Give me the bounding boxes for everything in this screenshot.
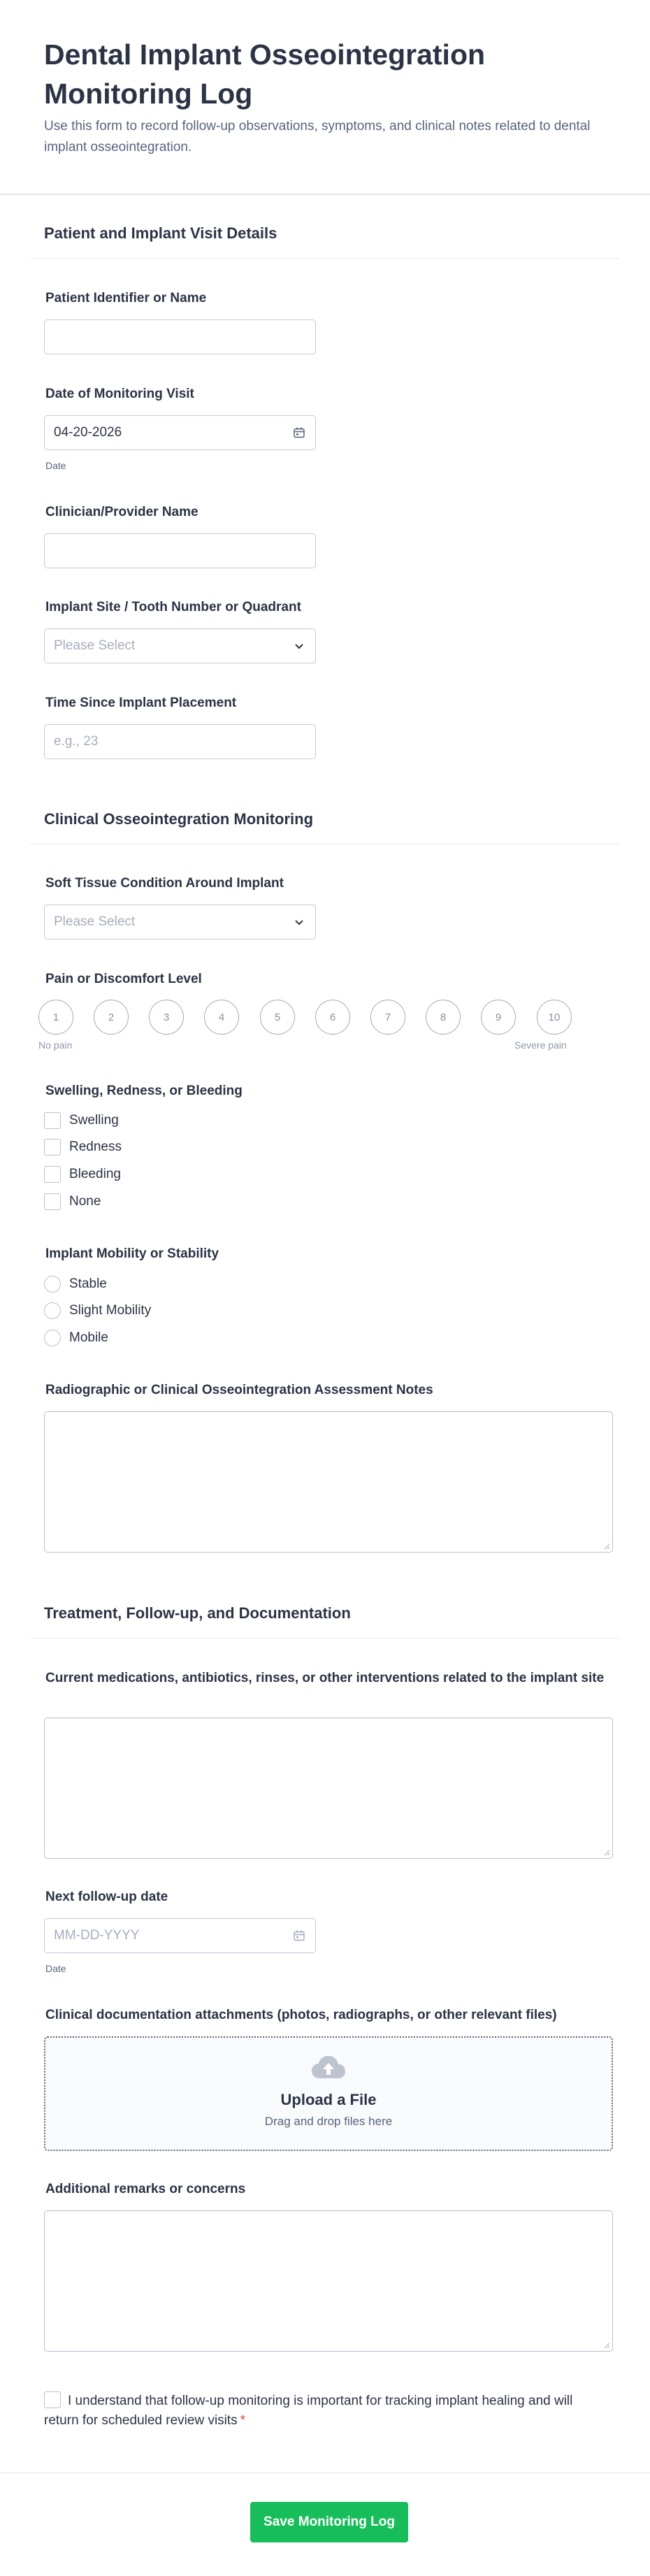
upload-subtitle: Drag and drop files here bbox=[264, 2115, 393, 2128]
resize-handle-icon[interactable] bbox=[603, 2342, 610, 2349]
soft-tissue-select[interactable] bbox=[44, 905, 316, 940]
visit-date-label: Date of Monitoring Visit bbox=[45, 387, 194, 401]
attachments-label: Clinical documentation attachments (photos, radiographs, or other relevant files) bbox=[45, 2008, 557, 2022]
slight-mobility-option[interactable] bbox=[44, 1302, 151, 1320]
section-divider bbox=[30, 258, 620, 259]
resize-handle-icon[interactable] bbox=[603, 1543, 610, 1550]
consent-checkbox[interactable] bbox=[44, 2391, 61, 2408]
form-description: Use this form to record follow-up observations, symptoms, and clinical notes related to dental implant osseointegration. bbox=[44, 119, 591, 154]
time-since-label: Time Since Implant Placement bbox=[45, 696, 237, 710]
none-option[interactable] bbox=[44, 1193, 101, 1211]
resize-handle-icon[interactable] bbox=[603, 1849, 610, 1856]
visit-date-input[interactable] bbox=[44, 415, 316, 450]
file-upload-dropzone[interactable] bbox=[44, 2036, 613, 2151]
pain-scale-option[interactable]: 5 bbox=[260, 1000, 295, 1035]
save-monitoring-log-button[interactable]: Save Monitoring Log bbox=[250, 2502, 408, 2542]
clinician-input[interactable] bbox=[44, 533, 316, 568]
option-label: Redness bbox=[69, 1139, 122, 1154]
radio[interactable] bbox=[44, 1330, 61, 1346]
checkbox[interactable] bbox=[44, 1166, 61, 1183]
calendar-icon[interactable] bbox=[293, 1929, 305, 1942]
upload-title: Upload a File bbox=[280, 2091, 377, 2108]
pain-max-label: Severe pain bbox=[514, 1039, 567, 1051]
time-since-placeholder: e.g., 23 bbox=[54, 734, 99, 749]
section-title-patient: Patient and Implant Visit Details bbox=[44, 224, 277, 242]
mobility-label: Implant Mobility or Stability bbox=[45, 1246, 219, 1261]
calendar-icon[interactable] bbox=[293, 426, 305, 439]
next-followup-label: Next follow-up date bbox=[45, 1890, 168, 1904]
visit-date-value: 04-20-2026 bbox=[54, 425, 122, 440]
clinician-label: Clinician/Provider Name bbox=[45, 505, 198, 519]
radiographic-notes-label: Radiographic or Clinical Osseointegration Assessment Notes bbox=[45, 1383, 433, 1397]
section-title-clinical: Clinical Osseointegration Monitoring bbox=[44, 810, 314, 828]
time-since-input[interactable] bbox=[44, 724, 316, 759]
pain-scale-option[interactable]: 7 bbox=[370, 1000, 405, 1035]
option-label: Mobile bbox=[69, 1330, 108, 1345]
consent-text: I understand that follow-up monitoring is important for tracking implant healing and will return for scheduled review visits bbox=[44, 2394, 573, 2428]
option-label: Stable bbox=[69, 1276, 107, 1291]
radio[interactable] bbox=[44, 1302, 61, 1319]
section-title-treatment: Treatment, Follow-up, and Documentation bbox=[44, 1604, 351, 1622]
remarks-textarea[interactable] bbox=[44, 2210, 613, 2352]
swelling-option[interactable] bbox=[44, 1111, 119, 1130]
pain-scale-option[interactable]: 4 bbox=[204, 1000, 239, 1035]
chevron-down-icon bbox=[293, 640, 305, 652]
implant-site-placeholder: Please Select bbox=[54, 638, 136, 653]
next-followup-placeholder: MM-DD-YYYY bbox=[54, 1928, 140, 1943]
pain-scale-option[interactable]: 3 bbox=[149, 1000, 184, 1035]
option-label: Swelling bbox=[69, 1113, 119, 1128]
soft-tissue-placeholder: Please Select bbox=[54, 914, 136, 929]
next-followup-sublabel: Date bbox=[45, 1963, 66, 1974]
implant-site-select[interactable] bbox=[44, 628, 316, 663]
pain-scale-option[interactable]: 6 bbox=[315, 1000, 350, 1035]
form-header bbox=[44, 35, 610, 158]
visit-date-sublabel: Date bbox=[45, 460, 66, 471]
consent-row bbox=[44, 2391, 589, 2431]
checkbox[interactable] bbox=[44, 1112, 61, 1129]
pain-min-label: No pain bbox=[38, 1039, 73, 1051]
medications-textarea[interactable] bbox=[44, 1718, 613, 1859]
patient-id-input[interactable] bbox=[44, 319, 316, 354]
form-title: Dental Implant Osseointegration Monitoring Log bbox=[44, 38, 486, 110]
pain-scale-option[interactable]: 9 bbox=[481, 1000, 516, 1035]
medications-label: Current medications, antibiotics, rinses, or other interventions related to the implant site bbox=[45, 1671, 605, 1685]
patient-id-label: Patient Identifier or Name bbox=[45, 291, 207, 305]
option-label: None bbox=[69, 1194, 101, 1209]
swelling-label: Swelling, Redness, or Bleeding bbox=[45, 1084, 243, 1098]
implant-site-label: Implant Site / Tooth Number or Quadrant bbox=[45, 600, 301, 614]
chevron-down-icon bbox=[293, 916, 305, 928]
pain-label: Pain or Discomfort Level bbox=[45, 972, 202, 986]
pain-scale-option[interactable]: 8 bbox=[426, 1000, 461, 1035]
radiographic-notes-textarea[interactable] bbox=[44, 1411, 613, 1553]
redness-option[interactable] bbox=[44, 1138, 122, 1156]
pain-scale-option[interactable]: 1 bbox=[38, 1000, 73, 1035]
checkbox[interactable] bbox=[44, 1193, 61, 1210]
pain-scale-option[interactable]: 10 bbox=[537, 1000, 572, 1035]
bleeding-option[interactable] bbox=[44, 1165, 121, 1183]
mobile-option[interactable] bbox=[44, 1329, 108, 1347]
checkbox[interactable] bbox=[44, 1139, 61, 1156]
soft-tissue-label: Soft Tissue Condition Around Implant bbox=[45, 876, 284, 891]
option-label: Bleeding bbox=[69, 1167, 121, 1181]
section-divider bbox=[30, 1638, 620, 1639]
remarks-label: Additional remarks or concerns bbox=[45, 2182, 246, 2196]
option-label: Slight Mobility bbox=[69, 1303, 152, 1318]
required-asterisk: * bbox=[240, 2413, 246, 2428]
next-followup-input[interactable] bbox=[44, 1918, 316, 1953]
stable-option[interactable] bbox=[44, 1275, 107, 1293]
cloud-upload-icon bbox=[310, 2055, 347, 2081]
pain-scale-option[interactable]: 2 bbox=[94, 1000, 129, 1035]
header-divider bbox=[0, 194, 650, 195]
radio[interactable] bbox=[44, 1276, 61, 1293]
